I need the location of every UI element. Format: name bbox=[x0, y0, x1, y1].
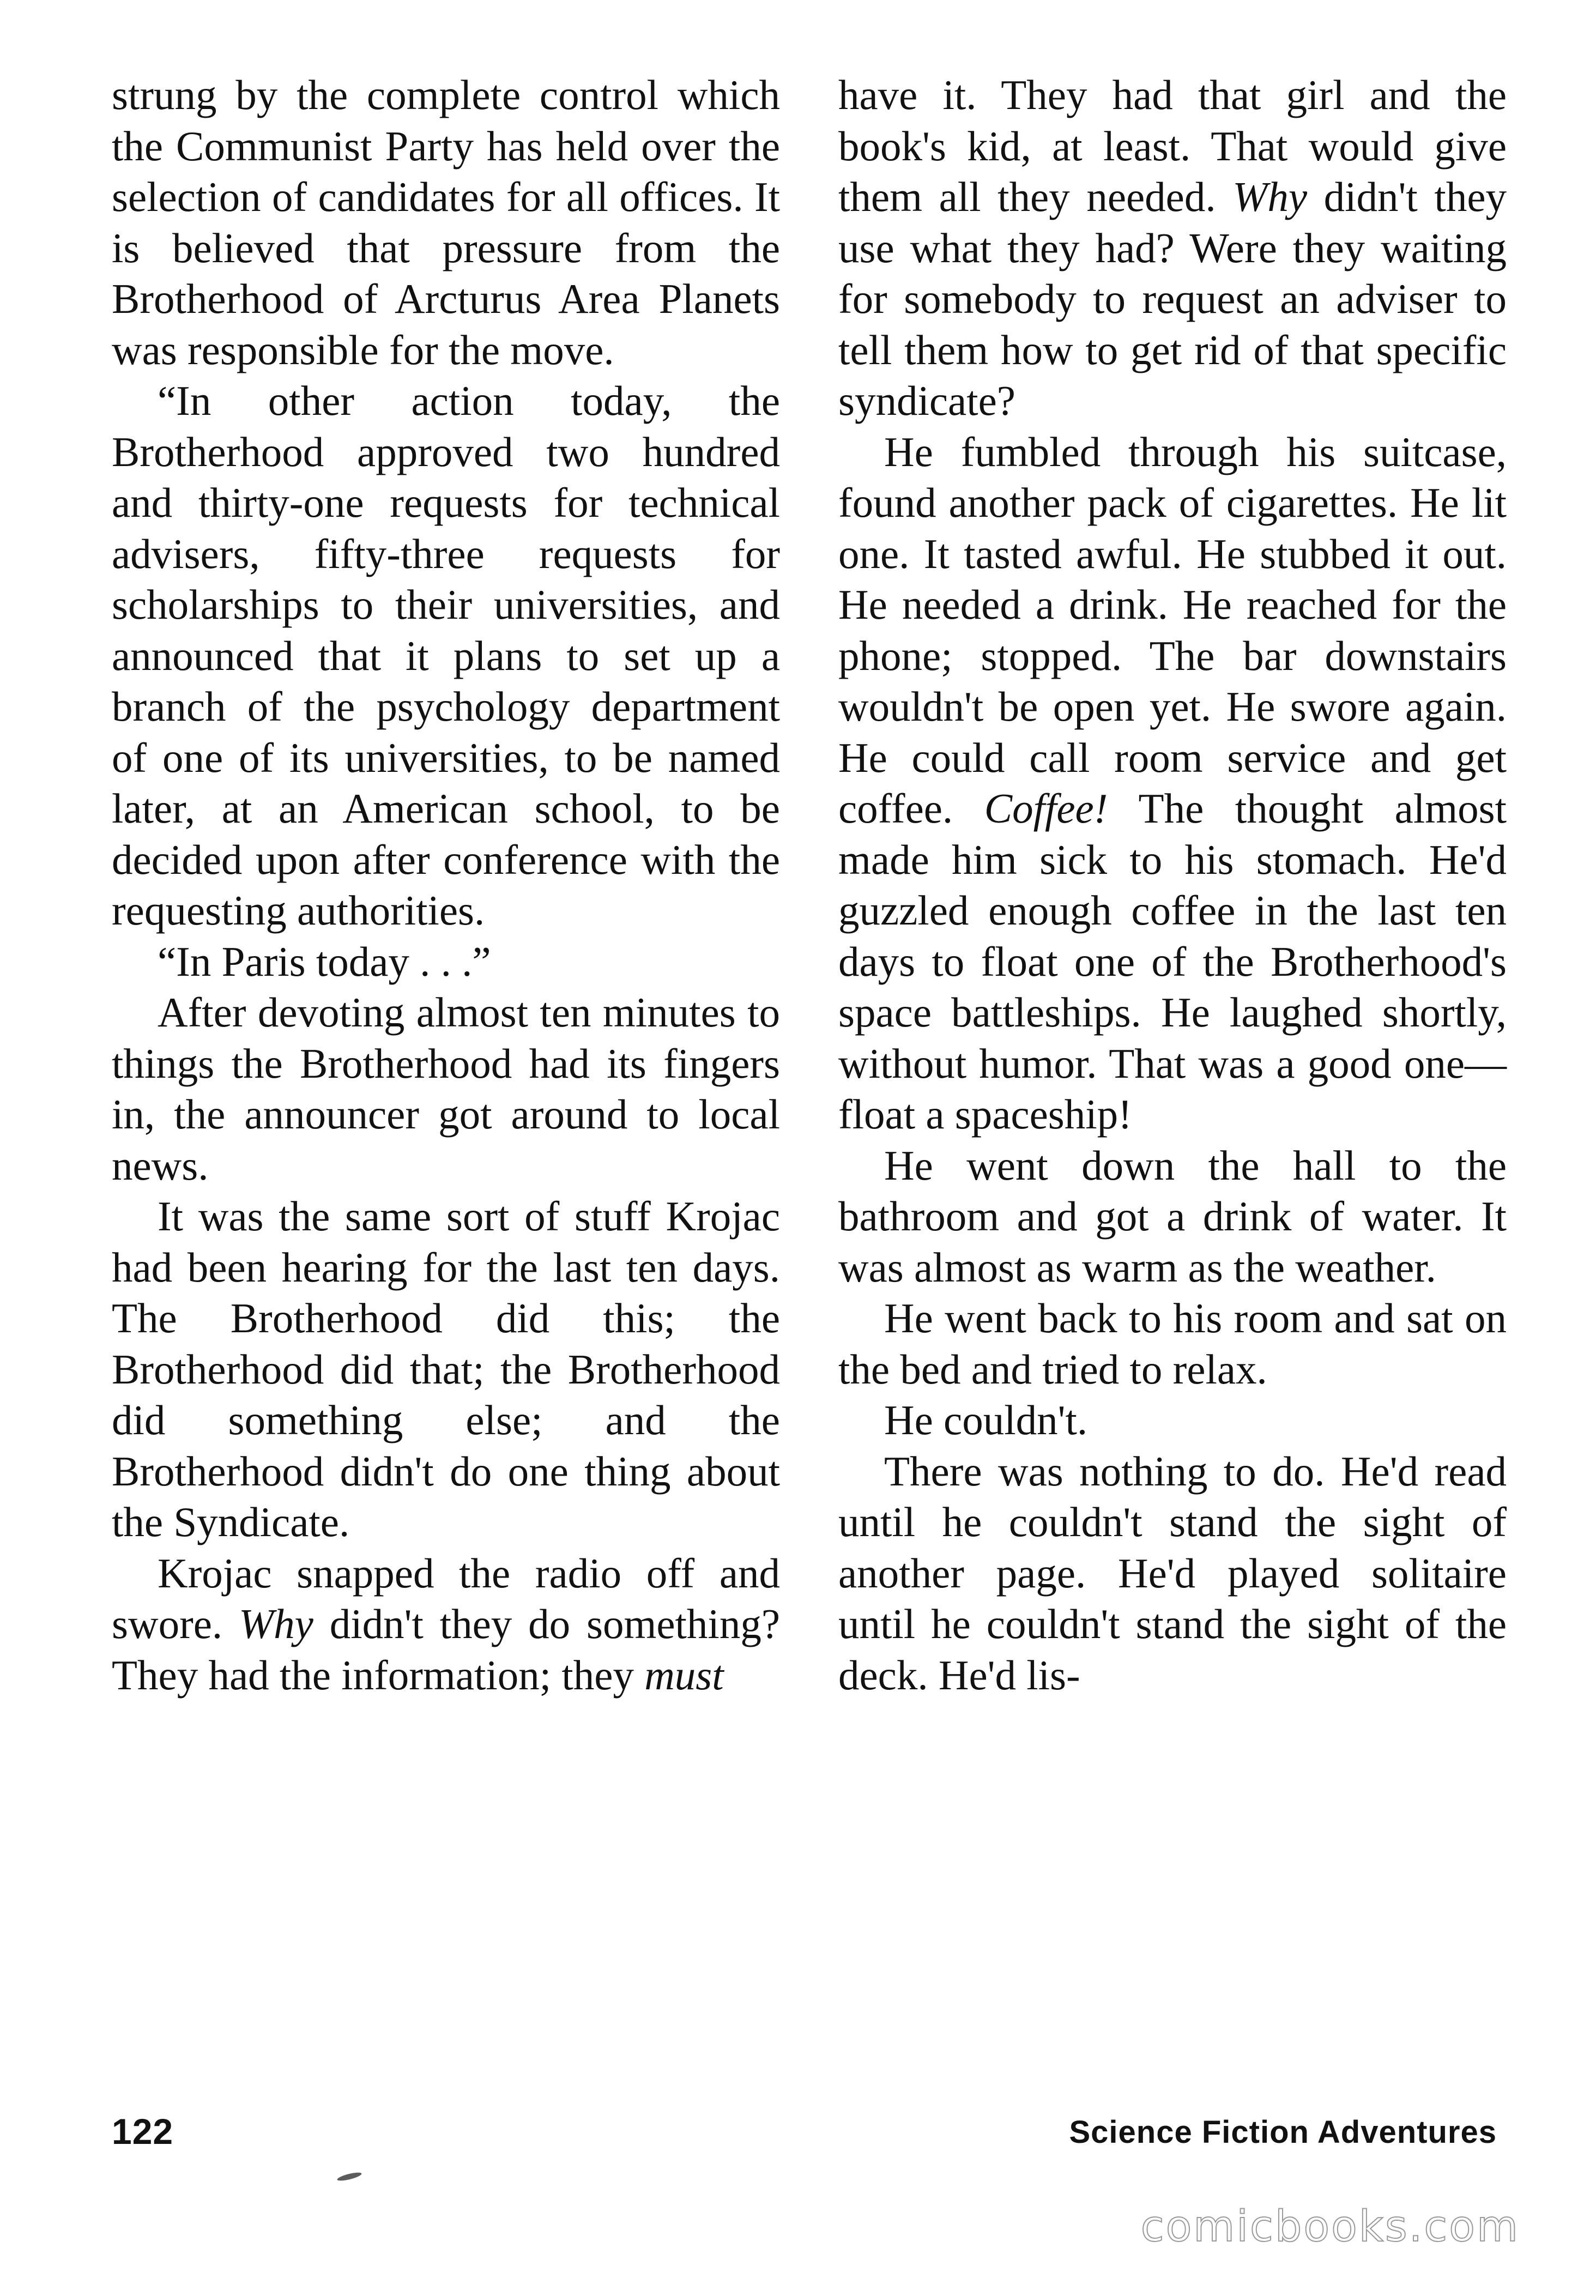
right-column bbox=[838, 70, 1507, 1701]
paragraph bbox=[838, 427, 1507, 1140]
paragraph: It was the same sort of stuff Krojac had been hearing for the last ten days. The Brotherhood did this; the Brotherhood did that; the Brotherhood did something else; and the Brotherhood didn't do one thing about the Syndicate. bbox=[112, 1193, 780, 1545]
paragraph: After devoting almost ten minutes to things the Brotherhood had its fingers in, the announcer got around to local news. bbox=[112, 989, 780, 1189]
italic-emphasis: must bbox=[644, 1651, 724, 1699]
text-run: He fumbled through his suitcase, found another pack of cigarettes. He lit one. It tasted awful. He stubbed it out. He needed a drink. He reached for the phone; stopped. The bar downstairs wouldn't be open yet. He swore again. He could call room service and get coffee. bbox=[838, 428, 1507, 832]
italic-emphasis: Coffee! bbox=[984, 785, 1108, 832]
text-run: didn't they use what they had? Were they waiting for somebody to request an adviser to tell them how to get rid of that specific syndicate? bbox=[838, 173, 1507, 424]
paragraph bbox=[112, 1548, 780, 1701]
text-run: didn't they do something? They had the information; they bbox=[112, 1600, 780, 1699]
paragraph: He went down the hall to the bathroom and got a drink of water. It was almost as warm as the weather. bbox=[838, 1141, 1507, 1291]
italic-emphasis: Why bbox=[1232, 173, 1308, 220]
page-number: 122 bbox=[112, 2111, 174, 2152]
paragraph: strung by the complete control which the Communist Party has held over the selection of candidates for all offices. It is believed that pressure from the Brotherhood of Arcturus Area Planets was responsible for the move. bbox=[112, 71, 780, 373]
ink-smudge bbox=[336, 2171, 362, 2183]
paragraph bbox=[838, 70, 1507, 427]
paragraph: There was nothing to do. He'd read until he couldn't stand the sight of another page. He'd played solitaire until he couldn't stand the sight of the deck. He'd lis- bbox=[838, 1447, 1507, 1699]
paragraph: “In other action today, the Brotherhood approved two hundred and thirty-one requests for technical advisers, fifty-three requests for scholarships to their universities, and announced that it plans to set up a branch of the psychology department of one of its universities, to be named later, at an American school, to be decided upon after conference with the requesting authorities. bbox=[112, 377, 780, 934]
text-run: The thought almost made him sick to his stomach. He'd guzzled enough coffee in the last ten days to float one of the Brotherhood's space battleships. He laughed shortly, without humor. That was a good one—float a spaceship! bbox=[838, 785, 1507, 1138]
text-run: have it. They had that girl and the book's kid, at least. That would give them all they needed. bbox=[838, 71, 1507, 220]
running-title: Science Fiction Adventures bbox=[1069, 2114, 1497, 2150]
watermark: comicbooks.com bbox=[1140, 2202, 1520, 2251]
italic-emphasis: Why bbox=[239, 1600, 313, 1647]
paragraph: “In Paris today . . .” bbox=[158, 938, 491, 985]
left-column bbox=[112, 70, 780, 1701]
text-run: Krojac snapped the radio off and swore. bbox=[112, 1549, 780, 1647]
paragraph: He couldn't. bbox=[884, 1397, 1088, 1443]
paragraph: He went back to his room and sat on the bed and tried to relax. bbox=[838, 1295, 1507, 1393]
